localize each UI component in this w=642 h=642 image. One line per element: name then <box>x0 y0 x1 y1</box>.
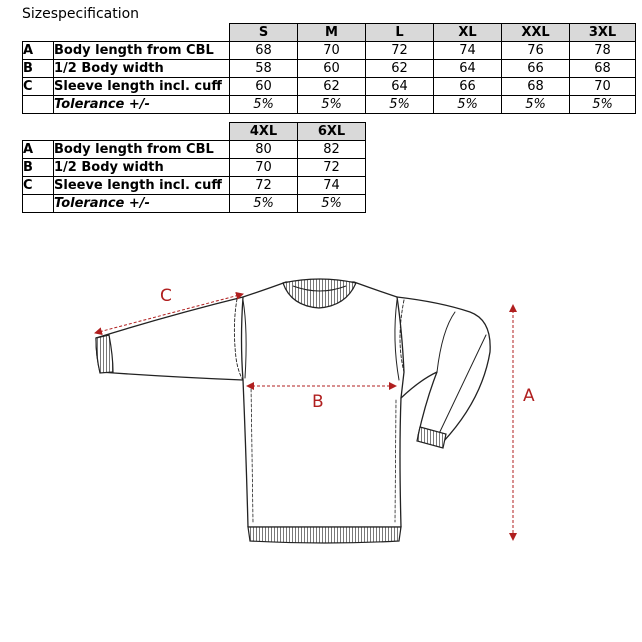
label-c: C <box>160 286 172 306</box>
size-header: S <box>230 24 298 42</box>
row-code: B <box>23 60 54 78</box>
tolerance-cell: 5% <box>230 195 298 213</box>
row-code: C <box>23 177 54 195</box>
label-b: B <box>312 392 324 412</box>
value-cell: 76 <box>502 42 570 60</box>
label-a: A <box>523 386 535 406</box>
value-cell: 68 <box>230 42 298 60</box>
row-code: B <box>23 159 54 177</box>
tolerance-cell: 5% <box>502 96 570 114</box>
value-cell: 58 <box>230 60 298 78</box>
value-cell: 70 <box>230 159 298 177</box>
row-label: 1/2 Body width <box>54 60 230 78</box>
tolerance-cell: 5% <box>434 96 502 114</box>
row-code: C <box>23 78 54 96</box>
row-label: Sleeve length incl. cuff <box>54 177 230 195</box>
value-cell: 82 <box>298 141 366 159</box>
value-cell: 70 <box>298 42 366 60</box>
value-cell: 60 <box>230 78 298 96</box>
value-cell: 68 <box>502 78 570 96</box>
size-header: XXL <box>502 24 570 42</box>
tolerance-cell: 5% <box>298 96 366 114</box>
row-label: 1/2 Body width <box>54 159 230 177</box>
size-header: 4XL <box>230 123 298 141</box>
value-cell: 72 <box>366 42 434 60</box>
row-label: Sleeve length incl. cuff <box>54 78 230 96</box>
tolerance-cell: 5% <box>570 96 636 114</box>
size-header: 3XL <box>570 24 636 42</box>
size-header: L <box>366 24 434 42</box>
row-label: Body length from CBL <box>54 141 230 159</box>
value-cell: 78 <box>570 42 636 60</box>
value-cell: 70 <box>570 78 636 96</box>
value-cell: 72 <box>298 159 366 177</box>
tolerance-label: Tolerance +/- <box>54 96 230 114</box>
row-code: A <box>23 42 54 60</box>
value-cell: 64 <box>366 78 434 96</box>
size-header: 6XL <box>298 123 366 141</box>
value-cell: 66 <box>434 78 502 96</box>
value-cell: 74 <box>434 42 502 60</box>
tolerance-cell: 5% <box>366 96 434 114</box>
value-cell: 68 <box>570 60 636 78</box>
value-cell: 74 <box>298 177 366 195</box>
value-cell: 80 <box>230 141 298 159</box>
value-cell: 60 <box>298 60 366 78</box>
tolerance-cell: 5% <box>230 96 298 114</box>
right-cuff-rib <box>417 427 446 448</box>
page-title: Sizespecification <box>22 6 140 22</box>
row-label: Body length from CBL <box>54 42 230 60</box>
value-cell: 66 <box>502 60 570 78</box>
collar-rib <box>283 279 356 308</box>
size-header: XL <box>434 24 502 42</box>
value-cell: 72 <box>230 177 298 195</box>
tolerance-cell: 5% <box>298 195 366 213</box>
hem-rib <box>248 527 401 543</box>
right-sleeve <box>397 297 490 442</box>
row-code: A <box>23 141 54 159</box>
tolerance-label: Tolerance +/- <box>54 195 230 213</box>
left-sleeve <box>96 297 243 380</box>
size-header: M <box>298 24 366 42</box>
value-cell: 62 <box>366 60 434 78</box>
value-cell: 64 <box>434 60 502 78</box>
value-cell: 62 <box>298 78 366 96</box>
left-cuff-rib <box>96 335 113 373</box>
